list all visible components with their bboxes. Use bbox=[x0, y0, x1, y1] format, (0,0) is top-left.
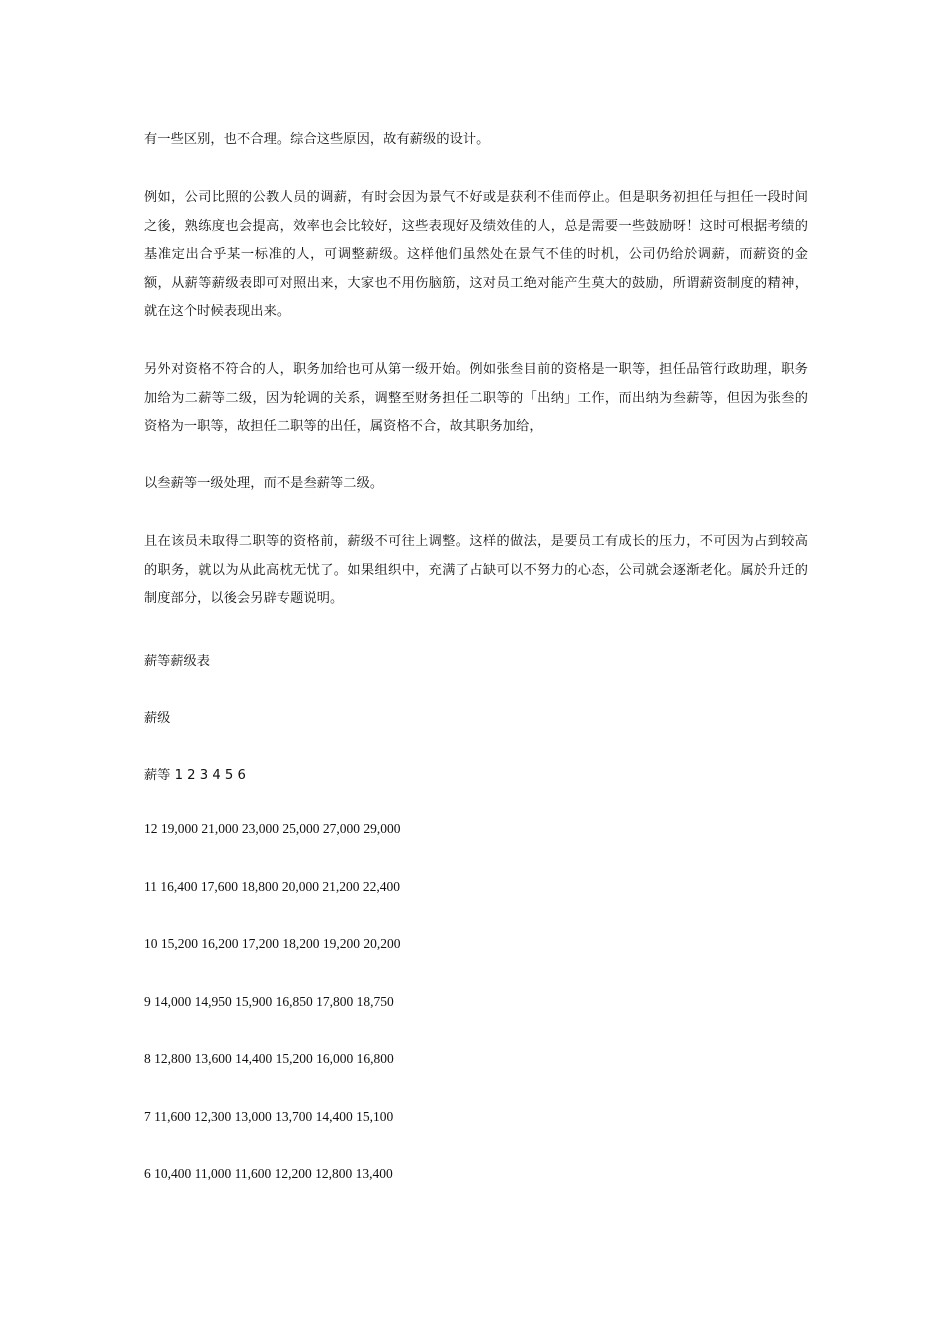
paragraph-qualification: 另外对资格不符合的人，职务加给也可从第一级开始。例如张叁目前的资格是一职等，担任品管行政助理，职务加给为二薪等二级，因为轮调的关系，调整至财务担任二职等的「出纳」工作，而出纳为叁薪等，但因为张叁的资格为一职等，故担任二职等的出任，属资格不合，故其职务加给， bbox=[144, 362, 808, 435]
table-row: 11 16,400 17,600 18,800 20,000 21,200 22,400 bbox=[144, 879, 400, 894]
table-title: 薪等薪级表 bbox=[144, 654, 210, 669]
paragraph-example: 例如，公司比照的公教人员的调薪，有时会因为景气不好或是获利不佳而停止。但是职务初担任与担任一段时间之後，熟练度也会提高，效率也会比较好，这些表现好及绩效佳的人，总是需要一些鼓励呀！这时可根据考绩的基准定出合乎某一标准的人，可调整薪级。这样他们虽然处在景气不佳的时机，公司仍给於调薪，而薪资的金额，从薪等薪级表即可对照出来，大家也不用伤脑筋，这对员工绝对能产生莫大的鼓励，所谓薪资制度的精神，就在这个时候表现出来。 bbox=[144, 190, 808, 320]
table-row: 12 19,000 21,000 23,000 25,000 27,000 29,000 bbox=[144, 821, 401, 836]
table-row: 9 14,000 14,950 15,900 16,850 17,800 18,750 bbox=[144, 994, 394, 1009]
table-row: 10 15,200 16,200 17,200 18,200 19,200 20,200 bbox=[144, 936, 401, 951]
paragraph-level-handling: 以叁薪等一级处理，而不是叁薪等二级。 bbox=[144, 476, 384, 491]
table-row: 8 12,800 13,600 14,400 15,200 16,000 16,800 bbox=[144, 1051, 394, 1066]
paragraph-intro: 有一些区别，也不合理。综合这些原因，故有薪级的设计。 bbox=[144, 132, 490, 147]
table-row: 6 10,400 11,000 11,600 12,200 12,800 13,400 bbox=[144, 1166, 393, 1181]
table-header: 薪等 1 2 3 4 5 6 bbox=[144, 768, 246, 783]
table-row: 7 11,600 12,300 13,000 13,700 14,400 15,100 bbox=[144, 1109, 394, 1124]
table-subtitle: 薪级 bbox=[144, 711, 171, 726]
paragraph-promotion: 且在该员未取得二职等的资格前，薪级不可往上调整。这样的做法，是要员工有成长的压力，不可因为占到较高的职务，就以为从此高枕无忧了。如果组织中，充满了占缺可以不努力的心态，公司就会逐渐老化。属於升迁的制度部分，以後会另辟专题说明。 bbox=[144, 534, 808, 607]
